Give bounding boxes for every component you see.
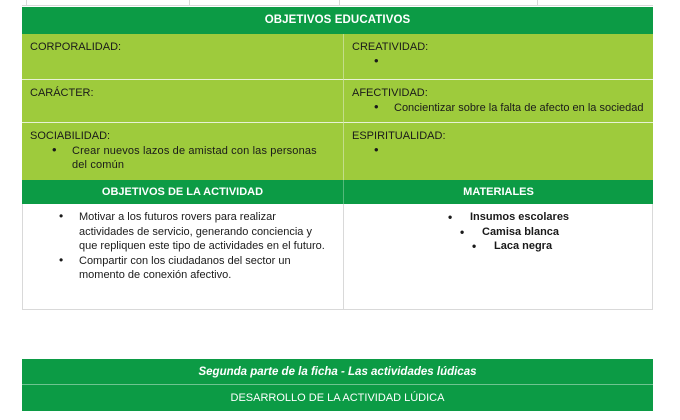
table-row <box>22 80 653 123</box>
cell-afectividad-label: AFECTIVIDAD: <box>352 87 428 99</box>
list-item <box>352 144 645 157</box>
clipped-cell <box>340 0 538 5</box>
cell-afectividad <box>344 80 653 123</box>
subheader-objetivos-actividad: OBJETIVOS DE LA ACTIVIDAD <box>22 180 344 204</box>
segunda-parte-title: Segunda parte de la ficha - Las actividades lúdicas <box>22 359 653 385</box>
cell-creatividad <box>344 34 653 80</box>
list-item: • Concientizar sobre la falta de afecto en la sociedad <box>352 101 645 115</box>
content-row <box>22 204 653 310</box>
cell-caracter <box>22 80 344 123</box>
subheader-materiales: MATERIALES <box>344 180 653 204</box>
list-item: • Crear nuevos lazos de amistad con las personas del común <box>30 144 335 172</box>
materiales-list <box>344 210 646 254</box>
cell-espiritualidad-label: ESPIRITUALIDAD: <box>352 130 446 142</box>
desarrollo-actividad-ludica-header: DESARROLLO DE LA ACTIVIDAD LÚDICA <box>22 385 653 411</box>
clipped-cell <box>538 0 653 5</box>
list-item <box>352 55 645 68</box>
segunda-parte-table <box>22 359 653 411</box>
list-item: • Laca negra <box>344 239 646 254</box>
cell-espiritualidad <box>344 123 653 180</box>
list-item: • Camisa blanca <box>344 225 646 240</box>
cell-creatividad-label: CREATIVIDAD: <box>352 41 429 53</box>
objetivos-educativos-header: OBJETIVOS EDUCATIVOS <box>22 7 653 34</box>
cell-sociabilidad <box>22 123 344 180</box>
cell-objetivos-actividad <box>22 204 344 310</box>
espiritualidad-bullet-list <box>352 144 645 157</box>
list-item: • Insumos escolares <box>344 210 646 225</box>
clipped-cell <box>190 0 340 5</box>
cell-corporalidad <box>22 34 344 80</box>
afectividad-bullet-list <box>352 101 645 115</box>
clipped-table-row <box>22 0 653 6</box>
subheader-row <box>22 180 653 204</box>
sociabilidad-bullet-list <box>30 144 335 172</box>
creatividad-bullet-list <box>352 55 645 68</box>
list-item: • Compartir con los ciudadanos del sector un momento de conexión afectivo. <box>23 254 337 283</box>
objetivos-actividad-list <box>23 210 337 283</box>
cell-sociabilidad-label: SOCIABILIDAD: <box>30 130 111 142</box>
cell-caracter-label: CARÁCTER: <box>30 87 94 99</box>
cell-materiales <box>344 204 653 310</box>
cell-corporalidad-label: CORPORALIDAD: <box>30 41 122 53</box>
table-row <box>22 123 653 180</box>
table-row <box>22 34 653 80</box>
objetivos-educativos-table <box>22 7 653 310</box>
list-item: • Motivar a los futuros rovers para realizar actividades de servicio, generando conciencia y que repliquen este tipo de actividades en el futuro. <box>23 210 337 254</box>
clipped-cell <box>27 0 190 5</box>
